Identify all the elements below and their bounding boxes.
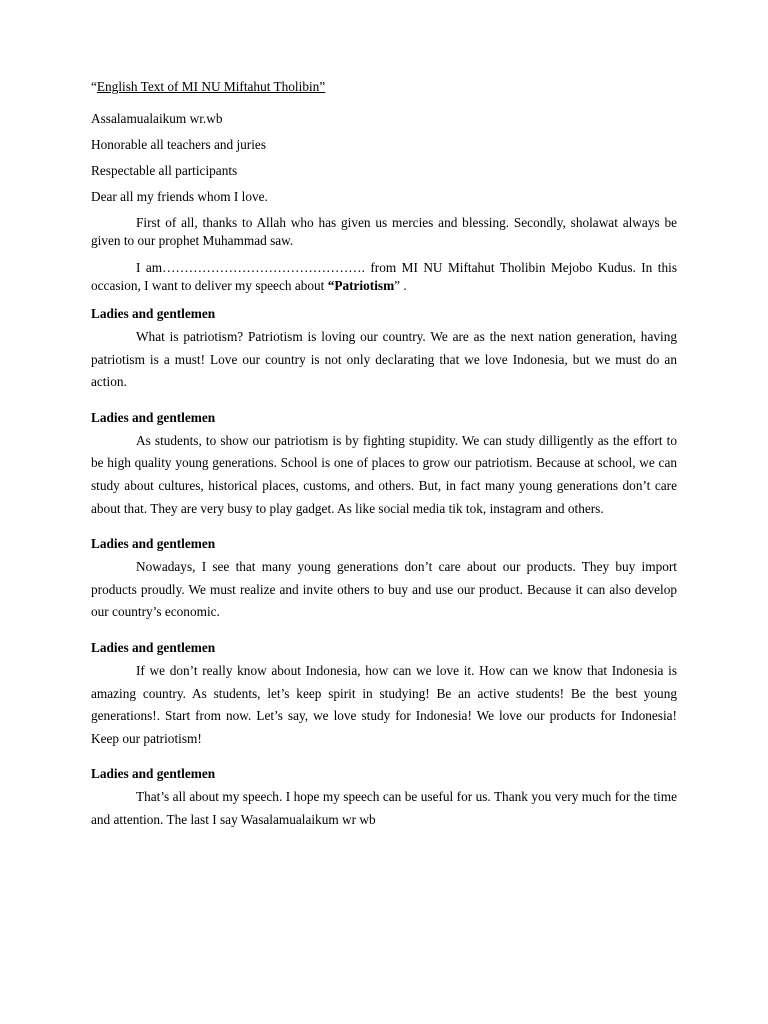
section-heading: Ladies and gentlemen: [91, 766, 216, 782]
self-intro-prefix: I am………………………………………. from MI NU Miftahut Tholibin Mejobo Kudus. In this occasion, I want to deliver my speech about: [91, 260, 677, 293]
title-open-quote: “: [91, 79, 97, 94]
section-heading: Ladies and gentlemen: [91, 409, 216, 425]
speech-paragraph: Nowadays, I see that many young generations don’t care about our products. They buy import products proudly. We must realize and invite others to buy and use our product. Because it can also develop our country’s economic.: [91, 559, 677, 620]
document-title: [91, 78, 677, 96]
self-intro-paragraph: [91, 259, 677, 295]
self-intro-suffix: ” .: [394, 278, 407, 293]
address-friends: Dear all my friends whom I love.: [91, 189, 268, 204]
speech-paragraph: If we don’t really know about Indonesia, how can we love it. How can we know that Indonesia is amazing country. As students, let’s keep spirit in studying! Be an active students! Be the best young generations!. Start from now. Let’s say, we love study for Indonesia! We love our products for Indonesia! Keep our patriotism!: [91, 662, 677, 746]
address-teachers: Honorable all teachers and juries: [91, 137, 267, 152]
section-heading: Ladies and gentlemen: [91, 306, 216, 321]
intro-paragraph: First of all, thanks to Allah who has given us mercies and blessing. Secondly, sholawat always be given to our prophet Muhammad saw.: [91, 215, 677, 248]
address-participants: Respectable all participants: [91, 163, 238, 178]
section-heading: Ladies and gentlemen: [91, 639, 216, 655]
speech-topic: “Patriotism: [327, 278, 395, 293]
speech-paragraph: As students, to show our patriotism is by fighting stupidity. We can study dilligently as the effort to be high quality young generations. School is one of places to grow our patriotism. Because at school, we can study about cultures, historical places, customs, and others. But, in fact many young generations don’t care about that. They are very busy to play gadget. As like social media tik tok, instagram and others.: [91, 432, 677, 516]
document-page: [91, 78, 677, 847]
section-heading: Ladies and gentlemen: [91, 536, 216, 552]
speech-paragraph: What is patriotism? Patriotism is loving our country. We are as the next nation generation, having patriotism is a must! Love our country is not only declarating that we love Indonesia, but we must do an action.: [91, 329, 677, 390]
title-text: English Text of MI NU Miftahut Tholibin”: [96, 79, 326, 94]
closing-paragraph: That’s all about my speech. I hope my speech can be useful for us. Thank you very much for the time and attention. The last I say Wasalamualaikum wr wb: [91, 789, 677, 827]
greeting: Assalamualaikum wr.wb: [91, 111, 223, 126]
